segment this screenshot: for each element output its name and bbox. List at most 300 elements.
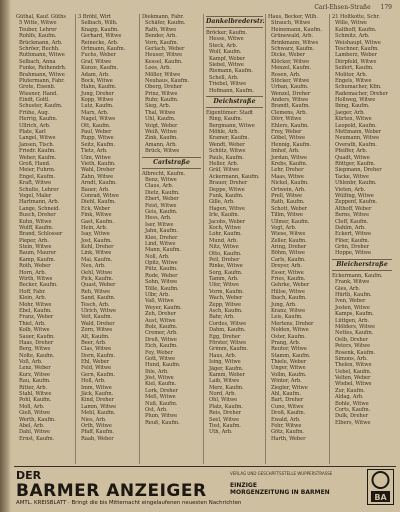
resident-entry: Baum, Maurer bbox=[19, 250, 57, 257]
resident-entry: Ebel, Kaufm. bbox=[19, 307, 52, 314]
resident-entry: Brückmann, Arb. bbox=[19, 39, 63, 46]
resident-entry: Schwarz, Kaufm. bbox=[271, 45, 315, 52]
directory-column bbox=[330, 14, 394, 464]
resident-entry: Moll, Arb. bbox=[19, 403, 45, 410]
resident-entry: Vogel, Maler bbox=[19, 192, 52, 199]
resident-entry: Hagen, Witwe bbox=[209, 205, 245, 212]
resident-entry: Wülfing, Witwe bbox=[335, 192, 374, 199]
resident-entry: Güthal, Kauf. Güths bbox=[16, 14, 66, 20]
resident-entry: Dulk, Dreher bbox=[335, 413, 369, 420]
resident-entry: Zur, Kaufm. bbox=[335, 387, 365, 394]
resident-entry: Wendt, Weber bbox=[209, 141, 245, 148]
resident-entry: Tost, Kaufm. bbox=[209, 423, 241, 430]
resident-entry: Eich, Kaufm. bbox=[145, 343, 178, 350]
banner-publisher-line: VERLAG UND GESCHÄFTSSTELLE WUPPERSTRASSE bbox=[230, 471, 333, 476]
street-heading: Carlstraße bbox=[142, 157, 201, 169]
resident-entry: Ulm, Witwe bbox=[81, 154, 111, 161]
resident-entry: Gern, Kaufm. bbox=[81, 371, 115, 378]
banner-title: BARMER ANZEIGER bbox=[16, 481, 207, 501]
resident-entry: Seifert, Kaufm. bbox=[335, 65, 374, 72]
resident-entry: Peil, Dreher bbox=[209, 256, 240, 263]
resident-entry: Seitz, Kaufm. bbox=[81, 141, 115, 148]
resident-entry: Albrecht, Kaufm. bbox=[142, 170, 186, 177]
resident-entry: Reuter, Witwe bbox=[271, 346, 307, 353]
resident-entry: Dietz, Kaufm. bbox=[145, 189, 180, 196]
street-heading: Dankelbrederstr. bbox=[206, 16, 263, 28]
resident-entry: Velten, Weber bbox=[335, 375, 371, 382]
resident-entry: Hess, Arb. bbox=[145, 215, 172, 222]
resident-entry: Heuser, Witwe bbox=[145, 52, 183, 59]
resident-entry: Dahlm, Arb. bbox=[335, 224, 366, 231]
resident-entry: Kurz, Witwe bbox=[19, 371, 51, 378]
resident-entry: Heinemann, Kaufm. bbox=[271, 26, 322, 33]
resident-entry: Urban, Kaufm. bbox=[271, 84, 309, 91]
resident-entry: Gerhard, Witwe bbox=[81, 33, 122, 40]
resident-entry: Lork, Dreher bbox=[145, 387, 178, 394]
resident-entry: Hahn, Kaufm. bbox=[81, 84, 117, 91]
resident-entry: Brand, Schlosser bbox=[19, 231, 63, 238]
resident-entry: Althoff, Weber bbox=[335, 205, 372, 212]
resident-entry: Vieten, Arb. bbox=[335, 186, 366, 193]
resident-entry: Molitor, Arb. bbox=[335, 71, 368, 78]
resident-entry: Rath, Kaufm. bbox=[271, 199, 305, 206]
resident-entry: Jansen, Tisch. bbox=[19, 141, 55, 148]
barmer-anzeiger-advertisement bbox=[14, 466, 396, 509]
resident-entry: Haus, Arb. bbox=[209, 352, 237, 359]
resident-entry: Kuhn, Witwe bbox=[19, 218, 52, 225]
resident-entry: Klee, Dreher bbox=[145, 234, 178, 241]
resident-entry: Dreß, Witwe bbox=[145, 336, 177, 343]
resident-entry: Hein, Arb. bbox=[81, 224, 108, 231]
resident-entry: 3 Bröhl, Wirt bbox=[78, 14, 111, 20]
resident-entry: Eck, Weber bbox=[81, 205, 110, 212]
resident-entry: Pick, Kaufm. bbox=[81, 276, 114, 283]
resident-entry: Fries, Kaufm. bbox=[271, 276, 306, 283]
resident-entry: Anders, Witwe bbox=[271, 97, 309, 104]
resident-entry: Schmitz, Arb. bbox=[335, 33, 370, 40]
resident-entry: Isay, Witwe bbox=[81, 231, 110, 238]
resident-entry: Möhle, Arb. bbox=[209, 129, 239, 136]
resident-entry: Thiel, Arb. bbox=[19, 320, 46, 327]
directory-columns bbox=[14, 14, 394, 464]
resident-entry: Stöcker, Witwe bbox=[271, 77, 310, 84]
resident-entry: Brandt, Kaufm. bbox=[271, 103, 310, 110]
resident-entry: Gott, Witwe bbox=[145, 355, 176, 362]
resident-entry: Hülse, Witwe bbox=[271, 288, 305, 295]
resident-entry: Lange, Schneid. bbox=[19, 205, 60, 212]
resident-entry: Dreyer, Arb. bbox=[271, 263, 302, 270]
resident-entry: Teuber, Lehrer bbox=[19, 26, 57, 33]
resident-entry: Bröcker, Kaufm. bbox=[206, 30, 248, 36]
resident-entry: Mund, Arb. bbox=[209, 237, 238, 244]
resident-entry: Prang, Arb. bbox=[271, 339, 301, 346]
resident-entry: Dahl, Witwe bbox=[19, 429, 50, 436]
resident-entry: Tesch, Arb. bbox=[81, 301, 110, 308]
resident-entry: Schulte, Lehrer bbox=[19, 186, 59, 193]
resident-entry: Wiebel, Witwe bbox=[335, 381, 372, 388]
resident-entry: Cleff, Kaufm. bbox=[335, 218, 369, 225]
resident-entry: Eckert, Witwe bbox=[335, 231, 371, 238]
directory-column bbox=[204, 14, 266, 464]
directory-column bbox=[76, 14, 140, 464]
resident-entry: Teschner, Kaufm. bbox=[335, 45, 379, 52]
resident-entry: Oelb, Dreher bbox=[335, 336, 369, 343]
resident-entry: Thal, Witwe bbox=[145, 109, 176, 116]
resident-entry: Reinecke, Arb. bbox=[81, 39, 119, 46]
resident-entry: Knapp, Kaufm. bbox=[81, 26, 119, 33]
resident-entry: Harth, Weber bbox=[271, 435, 306, 442]
resident-entry: Wiese, Witwe bbox=[271, 231, 306, 238]
resident-entry: Leopold, Kaufm. bbox=[335, 122, 377, 129]
resident-entry: Neu, Arb. bbox=[81, 263, 106, 270]
resident-entry: Frey, Weber bbox=[271, 129, 302, 136]
resident-entry: Hesse, Witwe bbox=[209, 36, 244, 43]
resident-entry: Jung, Dreher bbox=[81, 90, 114, 97]
resident-entry: Zink, Kaufm. bbox=[145, 135, 178, 142]
resident-entry: Schott, Weber bbox=[271, 205, 307, 212]
book-gutter bbox=[0, 0, 11, 512]
resident-entry: Kramer, Kaufm. bbox=[209, 135, 250, 142]
resident-entry: Grün, Dreher bbox=[335, 244, 370, 251]
resident-entry: Fey, Weber bbox=[145, 349, 173, 356]
directory-column bbox=[266, 14, 330, 464]
resident-entry: Adam, Arb. bbox=[81, 71, 110, 78]
resident-entry: Jacobs, Weber bbox=[209, 218, 246, 225]
resident-entry: Gerlach, Weber bbox=[145, 45, 185, 52]
resident-entry: Unger, Witwe bbox=[271, 365, 306, 372]
resident-entry: Imm, Witwe bbox=[81, 384, 112, 391]
resident-entry: Ullmer, Kaufm. bbox=[271, 218, 310, 225]
resident-entry: Kampf, Weber bbox=[209, 55, 245, 62]
resident-entry: Fink, Witwe bbox=[81, 212, 112, 219]
resident-entry: Sohn, Witwe bbox=[145, 279, 178, 286]
resident-entry: Ott, Kaufm. bbox=[81, 122, 111, 129]
resident-entry: Möller, Witwe bbox=[145, 71, 181, 78]
resident-entry: Oehl, Witwe bbox=[81, 269, 113, 276]
resident-entry: Bohle, Witwe bbox=[335, 400, 369, 407]
resident-entry: Engels, Witwe bbox=[335, 77, 372, 84]
resident-entry: Lenz, Weber bbox=[19, 365, 51, 372]
resident-entry: Riemann, Kaufm. bbox=[209, 68, 253, 75]
resident-entry: Gräf, Witwe bbox=[209, 167, 240, 174]
resident-entry: Overath, Kaufm. bbox=[335, 141, 377, 148]
resident-entry: Nord, Arb. bbox=[209, 391, 236, 398]
resident-entry: Dörr, Witwe bbox=[271, 116, 302, 123]
resident-entry: Fehr, Witwe bbox=[271, 423, 302, 429]
resident-entry: Opitz, Witwe bbox=[145, 260, 178, 267]
resident-entry: Amann, Arb. bbox=[145, 141, 177, 148]
resident-entry: Oberg, Dreher bbox=[145, 84, 183, 91]
resident-entry: Krebs, Kaufm. bbox=[271, 160, 308, 167]
resident-entry: Veit, Kaufm. bbox=[81, 314, 112, 321]
resident-entry: Plum, Witwe bbox=[145, 413, 178, 420]
resident-entry: Strauch, Witwe bbox=[271, 20, 311, 27]
resident-entry: Fuchs, Weber bbox=[81, 52, 116, 59]
resident-entry: Rinke, Witwe bbox=[209, 263, 243, 270]
resident-entry: Deppe, Witwe bbox=[209, 186, 245, 193]
resident-entry: Mohr, Witwe bbox=[19, 301, 52, 308]
resident-entry: Ring, Kaufm. bbox=[209, 116, 243, 123]
street-heading: Bleicherstraße bbox=[332, 259, 392, 271]
banner-einzige-line1: EINZIGE bbox=[230, 482, 257, 489]
resident-entry: Tacke, Witwe bbox=[335, 173, 369, 180]
resident-entry: Wolff, Kaufm. bbox=[19, 224, 54, 231]
resident-entry: Dorn, Kaufm. bbox=[81, 352, 115, 359]
resident-entry: Mertens, Dreher bbox=[271, 320, 314, 327]
resident-entry: Kranz, Witwe bbox=[271, 307, 306, 314]
resident-entry: Mettmann, Weber bbox=[335, 129, 381, 136]
resident-entry: Funke, Reihendrh. bbox=[19, 65, 67, 72]
resident-entry: Kürten, Witwe bbox=[335, 116, 372, 123]
resident-entry: Vieth, Kaufm. bbox=[81, 160, 116, 167]
resident-entry: Benz, Witwe bbox=[145, 176, 177, 183]
resident-entry: Gies, Arb. bbox=[335, 285, 361, 292]
resident-entry: Iven, Weber bbox=[335, 298, 366, 305]
resident-entry: Ewald, Arb. bbox=[271, 416, 301, 423]
resident-entry: Rohlfs, Kaufm. bbox=[19, 33, 57, 40]
resident-entry: Frank, Witwe bbox=[335, 279, 370, 286]
resident-entry: Quadt, Witwe bbox=[335, 154, 370, 161]
resident-entry: Kolb, Witwe bbox=[19, 327, 50, 334]
resident-entry: Ruthmann, Witwe bbox=[19, 52, 65, 59]
resident-entry: Flöer, Kaufm. bbox=[335, 237, 370, 244]
page-number: 179 bbox=[380, 4, 392, 11]
resident-entry: Klein, Arb. bbox=[19, 295, 46, 302]
resident-entry: Langel, Witwe bbox=[19, 135, 56, 142]
resident-entry: Jordan, Witwe bbox=[271, 154, 307, 161]
resident-entry: Quast, Weber bbox=[81, 282, 116, 289]
resident-entry: Peters, Witwe bbox=[335, 343, 371, 350]
resident-entry: Heller, Arb. bbox=[209, 161, 239, 168]
resident-entry: Funk, Kaufm. bbox=[209, 192, 244, 199]
resident-entry: Prinz, Witwe bbox=[145, 90, 178, 97]
resident-entry: Rode, Weber bbox=[145, 272, 178, 279]
resident-entry: Rath, Witwe bbox=[145, 26, 177, 33]
resident-entry: Bender, Arb. bbox=[145, 33, 177, 40]
resident-entry: Selbach, Anna bbox=[19, 58, 56, 65]
resident-entry: Winter, Arb. bbox=[271, 378, 302, 385]
resident-entry: Pohl, Kaufm. bbox=[19, 397, 52, 404]
resident-entry: Nickel, Kaufm. bbox=[271, 180, 309, 187]
resident-entry: Claus, Arb. bbox=[145, 183, 174, 190]
resident-entry: Hartmann, Arb. bbox=[19, 199, 59, 206]
resident-entry: Ahl, Kaufm. bbox=[271, 391, 301, 398]
resident-entry: Voigt, Weber bbox=[145, 122, 178, 129]
resident-entry: Kind, Dreher bbox=[81, 397, 114, 404]
resident-entry: Mehl, Kaufm. bbox=[81, 410, 116, 417]
resident-entry: Diehl, Kaufm. bbox=[81, 199, 116, 206]
resident-entry: Feist, Witwe bbox=[145, 202, 177, 209]
resident-entry: Götz, Kaufm. bbox=[271, 429, 304, 436]
resident-entry: Werth, Kaufm. bbox=[19, 416, 56, 423]
resident-entry: Imhof, Arb. bbox=[271, 148, 300, 155]
resident-entry: Ulbr, Arb. bbox=[145, 292, 170, 299]
resident-entry: Grünewald, Arb. bbox=[271, 33, 313, 40]
resident-entry: Meier, Fuhrm. bbox=[19, 167, 56, 174]
resident-entry: Eigentümer: Stadt bbox=[206, 109, 253, 116]
resident-entry: Ehlers, Kaufm. bbox=[271, 122, 309, 129]
resident-entry: Gast, Kaufm. bbox=[81, 218, 114, 225]
resident-entry: Uth, Arb. bbox=[209, 429, 233, 436]
barmer-anzeiger-logo bbox=[367, 469, 394, 505]
resident-entry: Brahmann, Witwe bbox=[19, 71, 65, 78]
resident-entry: Geis, Kaufm. bbox=[145, 208, 178, 215]
resident-entry: Böhm, Witwe bbox=[271, 250, 305, 257]
resident-entry: Vogt, Arb. bbox=[271, 224, 297, 231]
resident-entry: Bolz, Kaufm. bbox=[145, 323, 178, 330]
directory-column bbox=[140, 14, 204, 464]
resident-entry: Schell, Arb. bbox=[209, 74, 239, 81]
resident-entry: Tietz, Arb. bbox=[81, 148, 108, 155]
resident-entry: Ziegler, Witwe bbox=[271, 384, 308, 391]
resident-entry: Ullrich, Arb. bbox=[19, 122, 51, 129]
resident-entry: Jaeger, Arb. bbox=[335, 109, 365, 116]
resident-entry: Marx, Arb. bbox=[81, 109, 109, 116]
resident-entry: Schuster, Kaufm. bbox=[19, 103, 63, 110]
resident-entry: Stamm, Kaufm. bbox=[271, 352, 311, 359]
resident-entry: Lehr, Dreher bbox=[271, 167, 304, 174]
resident-entry: Weyer, Kaufm. bbox=[145, 304, 182, 311]
resident-entry: Schäfer, Kaufm. bbox=[145, 20, 186, 27]
resident-entry: Iser, Witwe bbox=[145, 221, 174, 228]
resident-entry: Ortmann, Kaufm. bbox=[81, 45, 126, 52]
resident-entry: Rupp, Witwe bbox=[81, 135, 114, 142]
resident-entry: Friedr. Kaufm. bbox=[19, 148, 56, 155]
resident-entry: Meß, Witwe bbox=[145, 394, 176, 401]
resident-entry: Rademacher, Dreher bbox=[335, 90, 388, 97]
resident-entry: Kalthoff, Kaufm. bbox=[335, 26, 377, 33]
resident-entry: Pfeiffer, Arb. bbox=[335, 148, 368, 155]
resident-entry: Wirth, Witwe bbox=[19, 276, 53, 283]
resident-entry: Reh, Witwe bbox=[81, 288, 111, 295]
resident-entry: Link, Witwe bbox=[81, 250, 112, 257]
resident-entry: Klöcker, Witwe bbox=[271, 58, 310, 65]
resident-entry: Orth, Witwe bbox=[81, 423, 112, 429]
resident-entry: Hennig, Kaufm. bbox=[271, 141, 311, 148]
resident-entry: Tamm, Arb. bbox=[209, 276, 239, 283]
resident-entry: Merz, Kaufm. bbox=[209, 384, 244, 391]
resident-entry: Clemens, Arb. bbox=[271, 109, 307, 116]
resident-entry: Bauer, Arb. bbox=[81, 186, 110, 193]
resident-entry: Aldag, Arb. bbox=[335, 394, 364, 401]
resident-entry: Pauls, Kaufm. bbox=[209, 154, 244, 161]
resident-entry: Haas, Dreher bbox=[19, 339, 54, 346]
resident-entry: Cuno, Witwe bbox=[271, 403, 304, 410]
resident-entry: Abel, Arb. bbox=[19, 423, 45, 429]
resident-entry: Wille, Witwe bbox=[335, 20, 367, 27]
resident-entry: Röttger, Kaufm. bbox=[335, 160, 376, 167]
resident-entry: Wald, Dreher bbox=[81, 320, 115, 327]
resident-entry: Steck, Arb. bbox=[209, 42, 238, 49]
resident-entry: Plate, Karl bbox=[19, 129, 46, 136]
resident-entry: Roth, Weber bbox=[19, 263, 51, 270]
resident-entry: Berns, Witwe bbox=[335, 212, 369, 219]
resident-entry: Franz, Weber bbox=[19, 314, 54, 321]
resident-entry: Graf, Witwe bbox=[81, 58, 112, 65]
resident-entry: Jahn, Kaufm. bbox=[145, 228, 178, 235]
resident-entry: Lohr, Kaufm. bbox=[209, 231, 242, 238]
resident-entry: Jost, Kaufm. bbox=[81, 237, 112, 244]
resident-entry: Dicke, Weber bbox=[271, 52, 305, 59]
resident-entry: Lutz, Kaufm. bbox=[81, 103, 114, 110]
resident-entry: Vaß, Witwe bbox=[145, 298, 174, 305]
resident-entry: Nitz, Witwe bbox=[209, 244, 239, 251]
resident-entry: Brück, Witwe bbox=[145, 148, 180, 155]
resident-entry: Weishaupt, Witwe bbox=[335, 39, 381, 46]
resident-entry: Ost, Arb. bbox=[145, 407, 168, 414]
resident-entry: 21 Holtkotte, Schr. bbox=[332, 14, 380, 20]
resident-entry: Nettes, Kaufm. bbox=[335, 330, 374, 337]
resident-entry: Kamm, Weber bbox=[209, 371, 245, 378]
resident-entry: Jöst, Witwe bbox=[145, 375, 174, 382]
resident-entry: Lamm, Witwe bbox=[81, 403, 117, 410]
resident-entry: Droß, Kaufm. bbox=[271, 410, 306, 417]
resident-entry: Clas, Witwe bbox=[81, 346, 112, 353]
resident-entry: Bock, Witwe bbox=[81, 77, 113, 84]
resident-entry: Ruhr, Kaufm. bbox=[145, 97, 179, 104]
resident-entry: Leis, Kaufm. bbox=[271, 314, 303, 321]
resident-entry: Aust, Witwe bbox=[145, 317, 176, 324]
resident-entry: Neumann, Witwe bbox=[335, 135, 380, 142]
resident-entry: Otto, Kaufm. bbox=[209, 250, 242, 257]
resident-entry: Zeh, Dreher bbox=[145, 311, 176, 318]
resident-entry: Wahl, Dreher bbox=[81, 167, 115, 174]
resident-entry: Uhl, Kaufm. bbox=[145, 116, 176, 123]
resident-entry: Stein, Witwe bbox=[19, 244, 52, 251]
resident-entry: Sorg, Kaufm. bbox=[209, 269, 243, 276]
resident-entry: Haus, Becker, Wilh. bbox=[268, 14, 318, 20]
resident-entry: Wach, Weber bbox=[209, 295, 243, 302]
resident-entry: Prell, Witwe bbox=[271, 192, 302, 199]
resident-entry: Brauer, Dreher bbox=[209, 180, 248, 187]
resident-entry: Hofmann, Kaufm. bbox=[209, 87, 254, 94]
resident-entry: Mai, Kaufm. bbox=[81, 256, 113, 263]
resident-entry: Hoppe, Witwe bbox=[335, 250, 371, 257]
resident-entry: Selbach, Wilh. bbox=[81, 20, 118, 27]
resident-entry: Gehrke, Weber bbox=[271, 282, 310, 289]
resident-entry: Triebel, Witwe bbox=[209, 81, 247, 88]
resident-entry: Cremer, Arb. bbox=[145, 330, 178, 337]
resident-entry: Rosenk, Kaufm. bbox=[335, 349, 375, 356]
resident-entry: Hollweg, Witwe bbox=[335, 97, 376, 104]
resident-entry: Conrad, Witwe bbox=[81, 192, 119, 199]
resident-entry: Koch, Witwe bbox=[209, 224, 241, 231]
resident-entry: Beer, Arb. bbox=[81, 339, 107, 346]
banner-einzige-line2: MORGENZEITUNG IN BARMEN bbox=[230, 489, 330, 496]
resident-entry: Wolf, Kaufm. bbox=[209, 49, 242, 56]
resident-entry: Noll, Arb. bbox=[145, 253, 170, 260]
resident-entry: Ibach, Kaufm. bbox=[271, 295, 307, 302]
resident-entry: Lamberz, Weber bbox=[335, 52, 377, 59]
banner-subline: AMTL. KREISBLATT · Bringt die bis Mitternacht eingelaufenen neuesten Nachrichten bbox=[16, 500, 242, 506]
resident-entry: Hürth, Kaufm. bbox=[335, 292, 372, 299]
resident-entry: Göbel, Witwe bbox=[271, 135, 305, 142]
banner-der: DER bbox=[16, 469, 42, 482]
page-header bbox=[132, 4, 392, 13]
resident-entry: Pütz, Kaufm. bbox=[145, 266, 178, 273]
resident-entry: Ackermann, Kaufm. bbox=[209, 173, 260, 180]
resident-entry: Thiele, Weber bbox=[271, 359, 307, 366]
resident-entry: Maas, Witwe bbox=[271, 173, 304, 180]
resident-entry: Gille, Arb. bbox=[209, 199, 235, 206]
resident-entry: Paul, Weber bbox=[81, 129, 112, 136]
resident-entry: Pfaff, Kaufm. bbox=[81, 429, 114, 436]
resident-entry: Uebel, Kaufm. bbox=[335, 368, 372, 375]
resident-entry: Kunze, Kaufm. bbox=[81, 65, 119, 72]
resident-entry: Platz, Kaufm. bbox=[209, 403, 243, 410]
resident-entry: Frühe, Aug. bbox=[19, 109, 50, 116]
resident-entry: Loos, Arb. bbox=[145, 65, 171, 72]
